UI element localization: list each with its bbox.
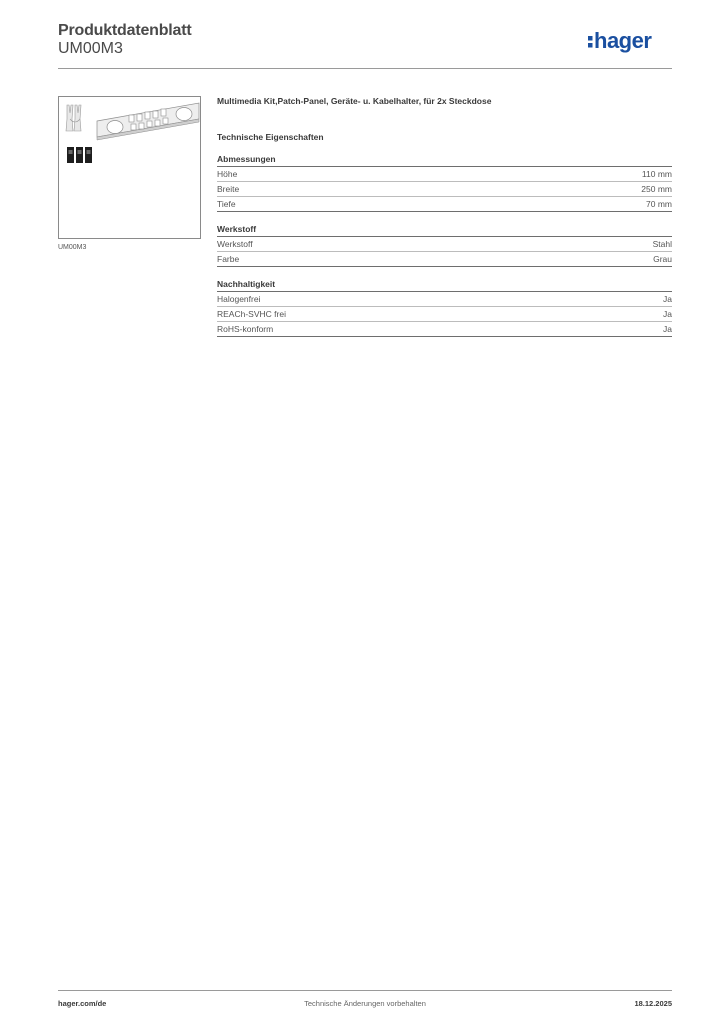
product-image	[58, 96, 201, 239]
spec-row	[217, 307, 672, 322]
spec-row	[217, 322, 672, 337]
footer-website-link[interactable]: hager.com/de	[58, 999, 107, 1008]
patch-panel-graphic	[97, 103, 199, 140]
section-title: Werkstoff	[217, 224, 672, 237]
header-divider	[58, 68, 672, 69]
spec-label: Breite	[217, 184, 240, 194]
spec-row	[217, 237, 672, 252]
spec-value: 70 mm	[646, 199, 672, 209]
device-holder-graphic	[67, 147, 92, 163]
image-caption: UM00M3	[58, 244, 87, 251]
section-dimensions	[217, 154, 672, 212]
tech-properties-heading: Technische Eigenschaften	[217, 132, 324, 142]
section-sustainability	[217, 279, 672, 337]
spec-row	[217, 167, 672, 182]
spec-label: Tiefe	[217, 199, 236, 209]
page-title: Produktdatenblatt	[58, 22, 192, 39]
section-material	[217, 224, 672, 267]
spec-label: Höhe	[217, 169, 238, 179]
spec-label: REACh-SVHC frei	[217, 309, 286, 319]
footer-divider	[58, 990, 672, 991]
cable-holder-graphic	[66, 105, 81, 131]
spec-value: Ja	[663, 309, 672, 319]
spec-label: Farbe	[217, 254, 240, 264]
page-footer	[58, 999, 672, 1011]
product-illustration	[59, 97, 201, 239]
spec-value: Ja	[663, 294, 672, 304]
spec-label: Werkstoff	[217, 239, 253, 249]
spec-value: Stahl	[652, 239, 672, 249]
footer-date: 18.12.2025	[634, 999, 672, 1008]
spec-row	[217, 292, 672, 307]
spec-row	[217, 197, 672, 212]
product-description: Multimedia Kit,Patch-Panel, Geräte- u. Kabelhalter, für 2x Steckdose	[217, 96, 492, 106]
page-header	[58, 20, 672, 68]
spec-value: 110 mm	[641, 169, 672, 179]
spec-value: Ja	[663, 324, 672, 334]
section-title: Abmessungen	[217, 154, 672, 167]
spec-row	[217, 182, 672, 197]
product-code: UM00M3	[58, 40, 123, 57]
spec-label: RoHS-konform	[217, 324, 274, 334]
logo-text: hager	[594, 28, 652, 53]
section-title: Nachhaltigkeit	[217, 279, 672, 292]
spec-label: Halogenfrei	[217, 294, 261, 304]
product-details	[217, 96, 672, 349]
spec-row	[217, 252, 672, 267]
hager-logo	[588, 28, 672, 54]
footer-notice: Technische Änderungen vorbehalten	[304, 999, 426, 1008]
spec-value: Grau	[653, 254, 672, 264]
spec-value: 250 mm	[641, 184, 672, 194]
